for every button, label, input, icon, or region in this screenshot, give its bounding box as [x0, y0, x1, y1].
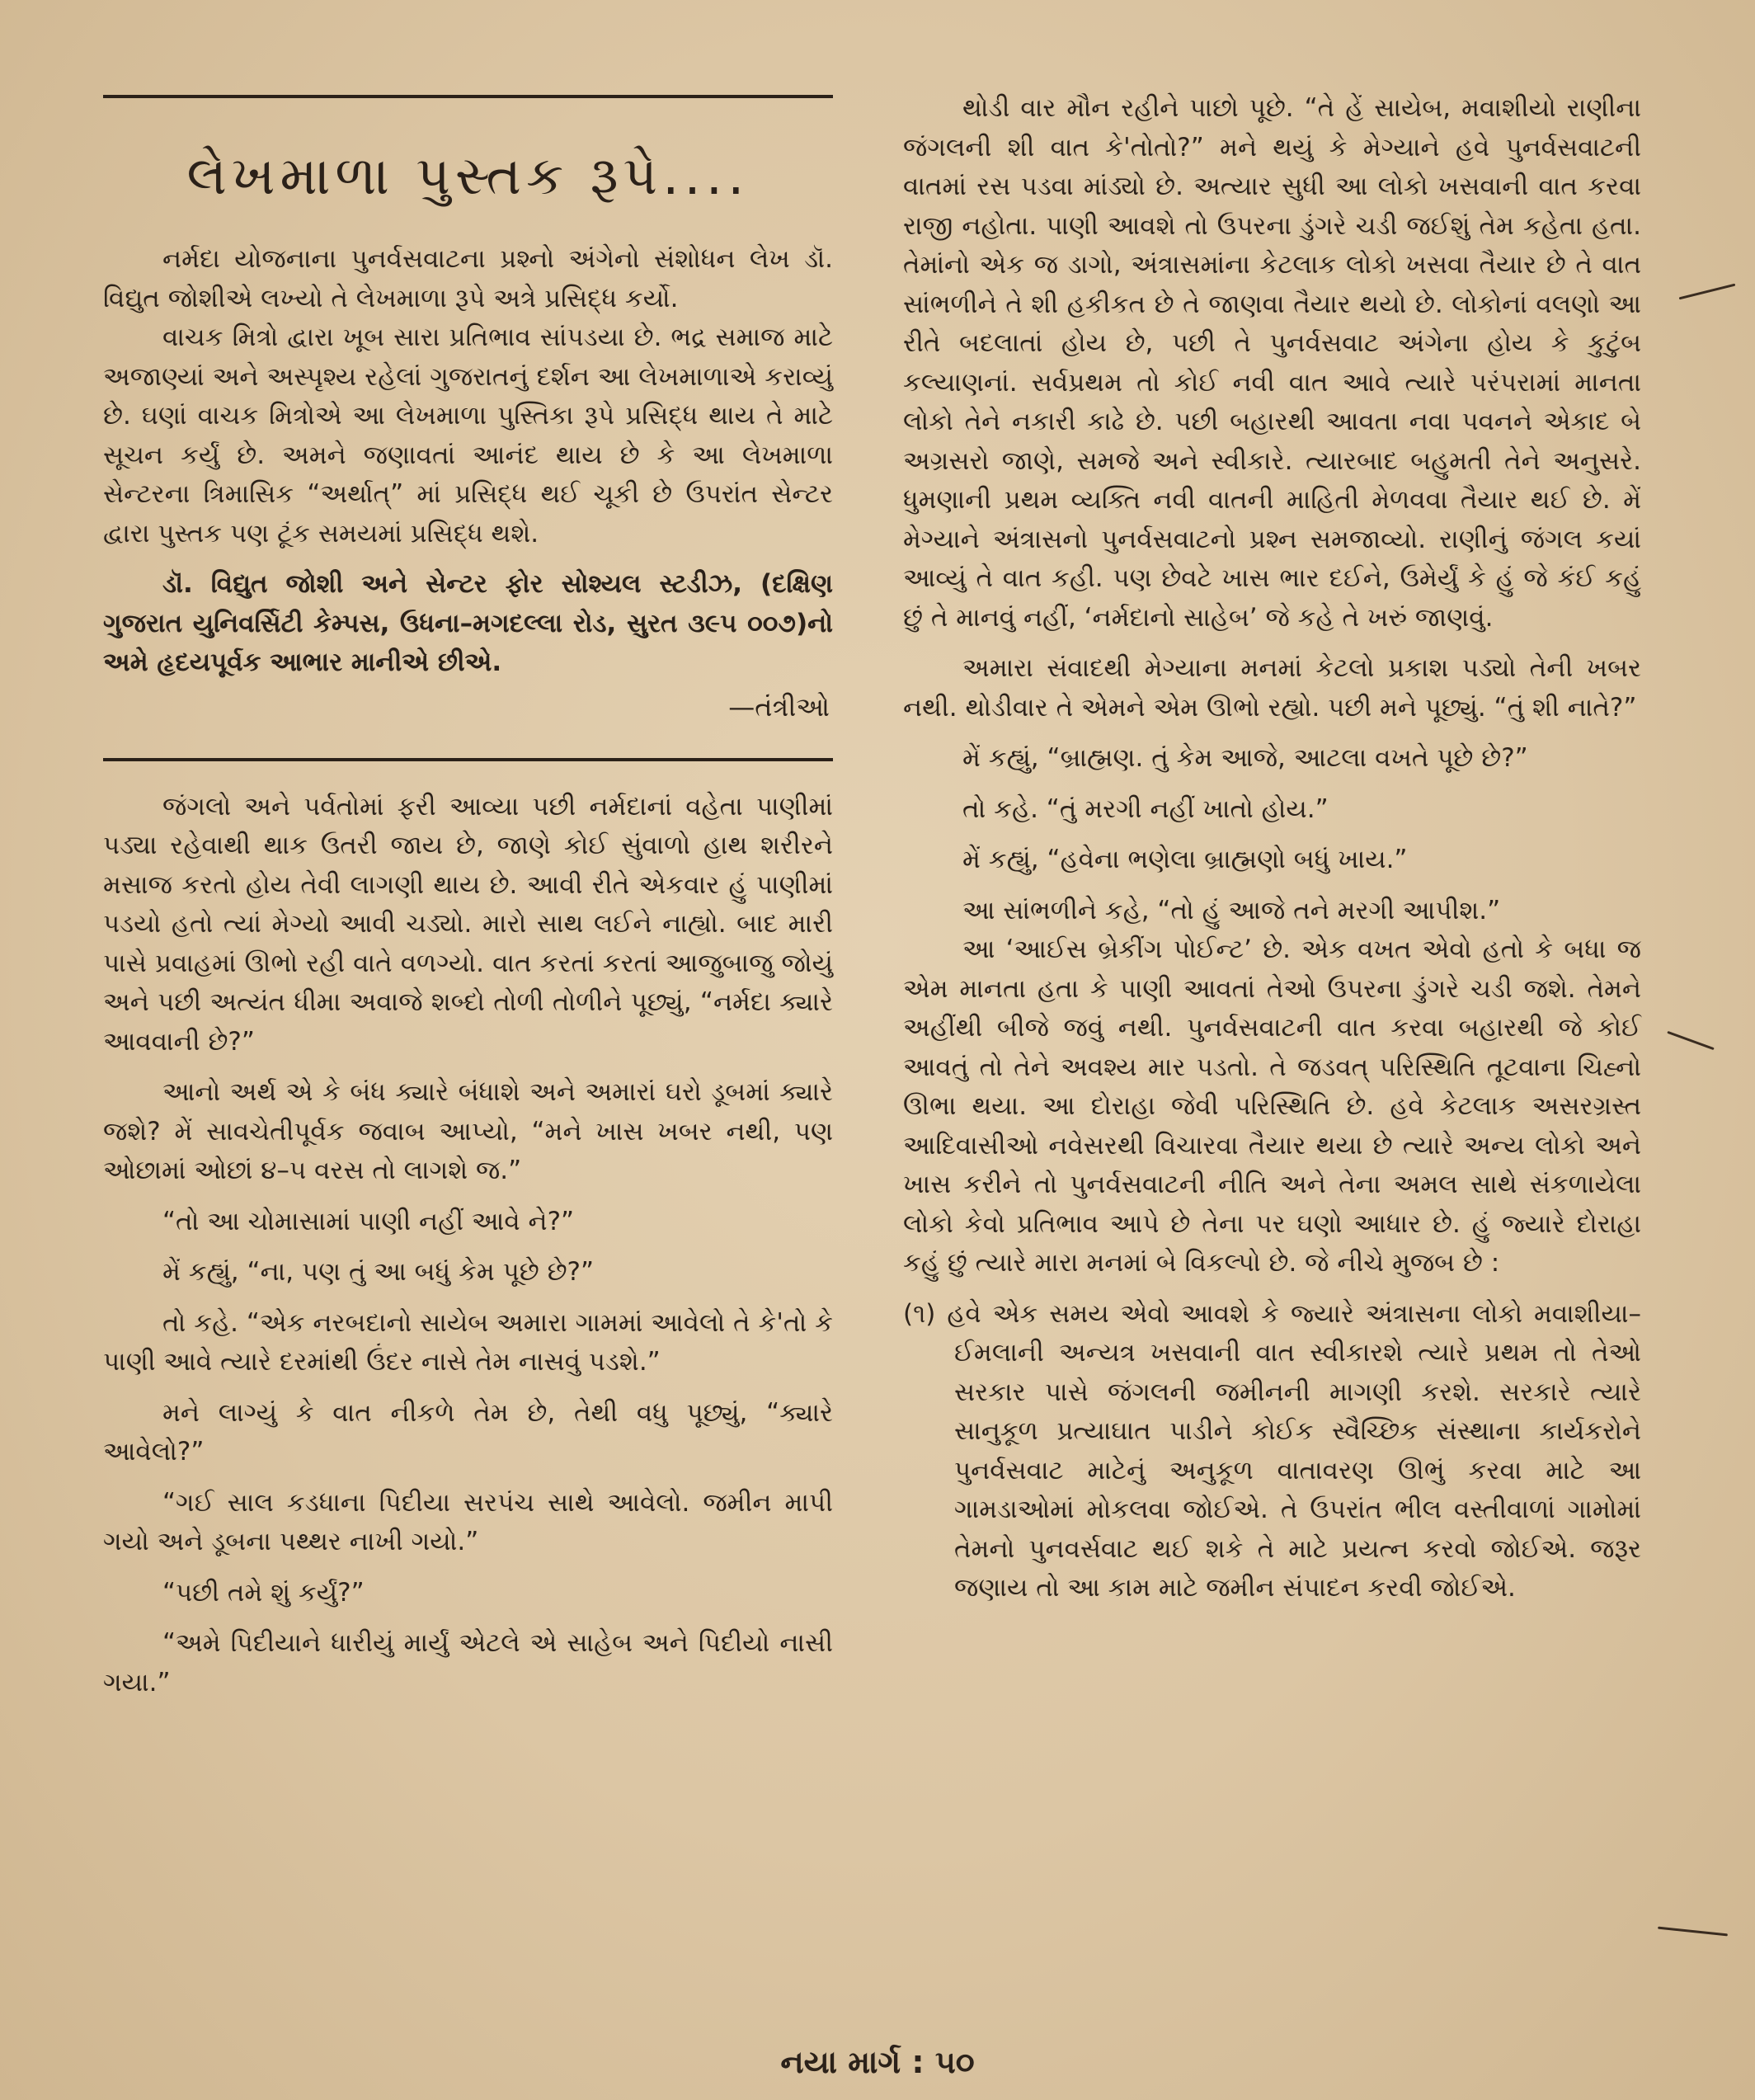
top-rule: [103, 95, 833, 98]
article-right-paragraph-3: મેં કહ્યું, “બ્રાહ્મણ. તું કેમ આજે, આટલા વખતે પૂછે છે?”: [962, 743, 1528, 773]
article-right-list-item-1: (૧) હવે એક સમય એવો આવશે કે જ્યારે અંત્રાસના લોકો મવાશીયા–ઈમલાની અન્યત્ર ખસવાની વાત સ્વીકારશે ત્યારે પ્રથમ તો તેઓ સરકાર પાસે જંગલની જમીનની માગણી કરશે. સરકારે ત્યારે સાનુકૂળ પ્રત્યાઘાત પાડીને કોઈક સ્વૈચ્છિક સંસ્થાના કાર્યકરોને પુનર્વસવાટ માટેનું અનુકૂળ વાતાવરણ ઊભું કરવા માટે આ ગામડાઓમાં મોકલવા જોઈએ. તે ઉપરાંત ભીલ વસ્તીવાળાં ગામોમાં તેમનો પુનવર્સવાટ થઈ શકે તે માટે પ્રયત્ન કરવો જોઈએ. જરૂર જણાય તો આ કામ માટે જમીન સંપાદન કરવી જોઈએ.: [903, 1298, 1641, 1603]
intro-paragraph-2: વાચક મિત્રો દ્વારા ખૂબ સારા પ્રતિભાવ સાંપડયા છે. ભદ્ર સમાજ માટે અજાણ્યાં અને અસ્પૃશ્ય રહેલાં ગુજરાતનું દર્શન આ લેખમાળાએ કરાવ્યું છે. ઘણાં વાચક મિત્રોએ આ લેખમાળા પુસ્તિકા રૂપે પ્રસિદ્ધ થાય તે માટે સૂચન કર્યું છે. અમને જણાવતાં આનંદ થાય છે કે આ લેખમાળા સેન્ટરના ત્રિમાસિક “અર્થાત્” માં પ્રસિદ્ધ થઈ ચૂકી છે ઉપરાંત સેન્ટર દ્વારા પુસ્તક પણ ટૂંક સમયમાં પ્રસિદ્ધ થશે.: [103, 323, 833, 549]
paper-tear-mark: [1667, 1031, 1714, 1050]
article-left-paragraph-2: આનો અર્થ એ કે બંધ ક્યારે બંધાશે અને અમારાં ઘરો ડૂબમાં ક્યારે જશે? મેં સાવચેતીપૂર્વક જવાબ આપ્યો, “મને ખાસ ખબર નથી, પણ ઓછામાં ઓછાં ૪–૫ વરસ તો લાગશે જ.”: [103, 1077, 833, 1185]
intro-paragraph-3: ડૉ. વિદ્યુત જોશી અને સેન્ટર ફોર સોશ્યલ સ્ટડીઝ, (દક્ષિણ ગુજરાત યુનિવર્સિટી કેમ્પસ, ઉધના–મગદલ્લા રોડ, સુરત ૩૯૫ ૦૦૭)નો અમે હૃદયપૂર્વક આભાર માનીએ છીએ.: [103, 569, 833, 677]
intro-paragraph-1: નર્મદા યોજનાના પુનર્વસવાટના પ્રશ્નો અંગેનો સંશોધન લેખ ડૉ. વિદ્યુત જોશીએ લખ્યો તે લેખમાળા રૂપે અત્રે પ્રસિદ્ધ કર્યો.: [103, 244, 833, 313]
right-column: [903, 89, 1641, 1608]
article-right-paragraph-2: અમારા સંવાદથી મેગ્યાના મનમાં કેટલો પ્રકાશ પડ્યો તેની ખબર નથી. થોડીવાર તે એમને એમ ઊભો રહ્યો. પછી મને પૂછ્યું. “તું શી નાતે?”: [903, 653, 1641, 723]
paper-tear-mark: [1679, 284, 1736, 300]
article-left-paragraph-5: તો કહે. “એક નરબદાનો સાયેબ અમારા ગામમાં આવેલો તે કે'તો કે પાણી આવે ત્યારે દરમાંથી ઉંદર નાસે તેમ નાસવું પડશે.”: [103, 1307, 833, 1377]
article-left-paragraph-3: “તો આ ચોમાસામાં પાણી નહીં આવે ને?”: [162, 1206, 575, 1236]
article-left-paragraph-9: “અમે પિદીયાને ધારીયું માર્યું એટલે એ સાહેબ અને પિદીયો નાસી ગયા.”: [103, 1628, 833, 1697]
article-left-paragraph-8: “પછી તમે શું કર્યું?”: [162, 1577, 365, 1608]
left-column: [103, 95, 833, 1702]
article-left-paragraph-6: મને લાગ્યું કે વાત નીકળે તેમ છે, તેથી વધુ પૂછ્યું, “ક્યારે આવેલો?”: [103, 1397, 833, 1467]
article-left-paragraph-4: મેં કહ્યું, “ના, પણ તું આ બધું કેમ પૂછે છે?”: [162, 1257, 595, 1287]
box-title: લેખમાળા પુસ્તક રૂપે....: [186, 146, 750, 207]
paper-tear-mark: [1658, 1927, 1728, 1937]
article-right-paragraph-7: આ ‘આઈસ બ્રેકીંગ પોઈન્ટ’ છે. એક વખત એવો હતો કે બધા જ એમ માનતા હતા કે પાણી આવતાં તેઓ ઉપરના ડુંગરે ચડી જશે. તેમને અહીંથી બીજે જવું નથી. પુનર્વસવાટની વાત કરવા બહારથી જે કોઈ આવતું તો તેને અવશ્ય માર પડતો. તે જડવત્ પરિસ્થિતિ તૂટવાના ચિહ્નો ઊભા થયા. આ દોરાહા જેવી પરિસ્થિતિ છે. હવે કેટલાક અસરગ્રસ્ત આદિવાસીઓ નવેસરથી વિચારવા તૈયાર થયા છે ત્યારે અન્ય લોકો અને ખાસ કરીને તો પુનર્વસવાટની નીતિ અને તેના અમલ સાથે સંકળાયેલા લોકો કેવો પ્રતિભાવ આપે છે તેના પર ઘણો આધાર છે. હું જ્યારે દોરાહા કહું છું ત્યારે મારા મનમાં બે વિકલ્પો છે. જે નીચે મુજબ છે :: [903, 935, 1641, 1278]
article-left-paragraph-7: “ગઈ સાલ કડધાના પિદીયા સરપંચ સાથે આવેલો. જમીન માપી ગયો અને ડૂબના પથ્થર નાખી ગયો.”: [103, 1487, 833, 1556]
editor-credit: —તંત્રીઓ: [728, 690, 830, 723]
article-right-paragraph-1: થોડી વાર મૌન રહીને પાછો પૂછે. “તે હેં સાયેબ, મવાશીયો રાણીના જંગલની શી વાત કે'તોતો?” મને થયું કે મેગ્યાને હવે પુનર્વસવાટની વાતમાં રસ પડવા માંડ્યો છે. અત્યાર સુધી આ લોકો ખસવાની વાત કરવા રાજી નહોતા. પાણી આવશે તો ઉપરના ડુંગરે ચડી જઈશું તેમ કહેતા હતા. તેમાંનો એક જ ડાગો, અંત્રાસમાંના કેટલાક લોકો ખસવા તૈયાર છે તે વાત સાંભળીને તે શી હકીકત છે તે જાણવા તૈયાર થયો છે. લોકોનાં વલણો આ રીતે બદલાતાં હોય છે, પછી તે પુનર્વસવાટ અંગેના હોય કે કુટુંબ કલ્યાણનાં. સર્વપ્રથમ તો કોઈ નવી વાત આવે ત્યારે પરંપરામાં માનતા લોકો તેને નકારી કાઢે છે. પછી બહારથી આવતા નવા પવનને એકાદ બે અગ્રસરો જાણે, સમજે અને સ્વીકારે. ત્યારબાદ બહુમતી તેને અનુસરે. ધુમણાની પ્રથમ વ્યક્તિ નવી વાતની માહિતી મેળવવા તૈયાર થઈ છે. મેં મેગ્યાને અંત્રાસનો પુનર્વસવાટનો પ્રશ્ન સમજાવ્યો. રાણીનું જંગલ કયાં આવ્યું તે વાત કહી. પણ છેવટે ખાસ ભાર દઈને, ઉમેર્યું કે હું જે કંઈ કહું છું તે માનવું નહીં, ‘નર્મદાનો સાહેબ’ જે કહે તે ખરું જાણવું.: [903, 93, 1641, 633]
page-footer: નયા માર્ગ : ૫૦: [780, 2044, 975, 2080]
section-rule: [103, 758, 833, 761]
article-right-paragraph-6: આ સાંભળીને કહે, “તો હું આજે તને મરગી આપીશ.”: [962, 895, 1501, 925]
article-right-paragraph-5: મેં કહ્યું, “હવેના ભણેલા બ્રાહ્મણો બધું ખાય.”: [962, 845, 1408, 874]
article-left-paragraph-1: જંગલો અને પર્વતોમાં ફરી આવ્યા પછી નર્મદાનાં વહેતા પાણીમાં પડ્યા રહેવાથી થાક ઉતરી જાય છે, જાણે કોઈ સુંવાળો હાથ શરીરને મસાજ કરતો હોય તેવી લાગણી થાય છે. આવી રીતે એકવાર હું પાણીમાં પડયો હતો ત્યાં મેગ્યો આવી ચડ્યો. મારો સાથ લઈને નાહ્યો. બાદ મારી પાસે પ્રવાહમાં ઊભો રહી વાતે વળગ્યો. વાત કરતાં કરતાં આજુબાજુ જોયું અને પછી અત્યંત ધીમા અવાજે શબ્દો તોળી તોળીને પૂછ્યું, “નર્મદા ક્યારે આવવાની છે?”: [103, 791, 833, 1057]
article-right-paragraph-4: તો કહે. “તું મરગી નહીં ખાતો હોય.”: [962, 793, 1329, 824]
